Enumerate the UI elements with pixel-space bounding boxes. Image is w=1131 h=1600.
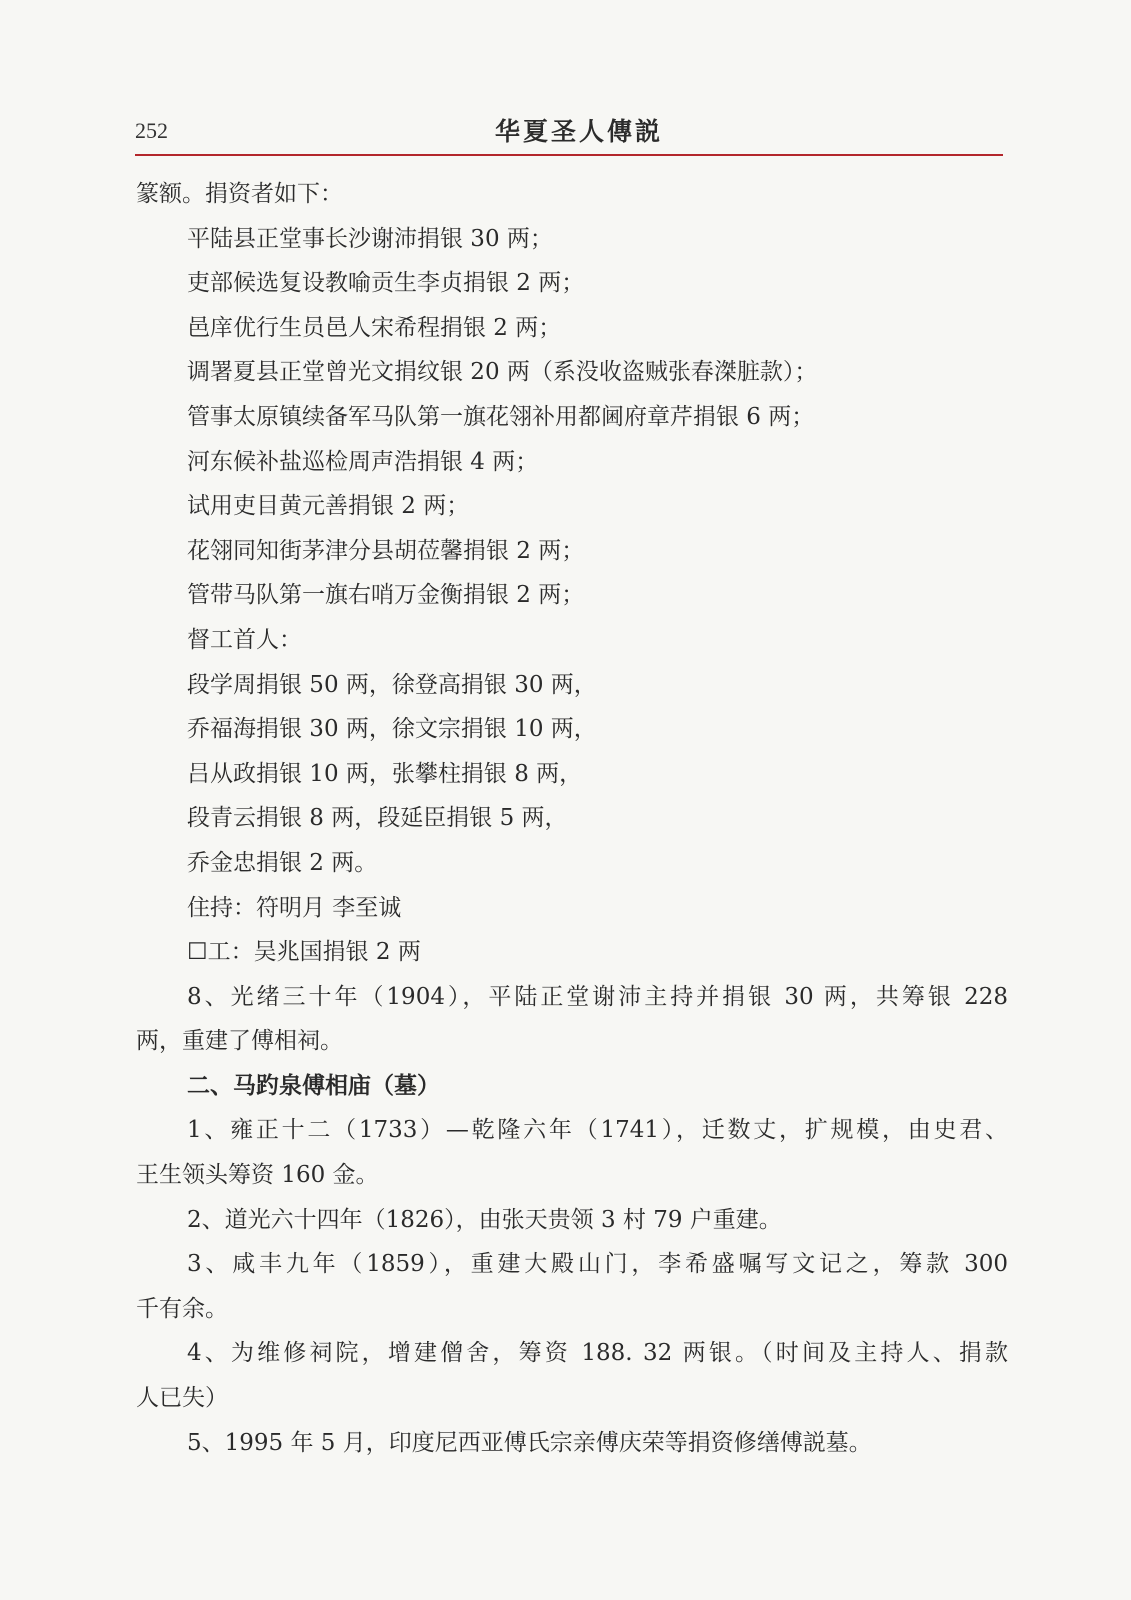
running-header bbox=[135, 112, 1003, 156]
text-line: 段青云捐银 8 两，段延臣捐银 5 两， bbox=[187, 805, 568, 832]
text-line: 吕从政捐银 10 两，张攀柱捐银 8 两， bbox=[187, 760, 583, 787]
section-heading: 二、马趵泉傅相庙（墓） bbox=[187, 1072, 440, 1099]
text-line: 督工首人： bbox=[187, 626, 302, 653]
page-body bbox=[136, 172, 1008, 1465]
text-line: 王生领头筹资 160 金。 bbox=[136, 1162, 379, 1189]
text-line: 2、道光六十四年（1826），由张天贵领 3 村 79 户重建。 bbox=[187, 1206, 782, 1233]
header-rule bbox=[135, 154, 1003, 156]
text-line: 乔金忠捐银 2 两。 bbox=[187, 849, 378, 876]
text-line: 吏部候选复设教喻贡生李贞捐银 2 两； bbox=[187, 270, 585, 297]
text-line: 调署夏县正堂曾光文捐纹银 20 两（系没收盗贼张春滐脏款）； bbox=[187, 359, 818, 386]
text-line: 千有余。 bbox=[136, 1295, 228, 1322]
text-line: 乔福海捐银 30 两，徐文宗捐银 10 两， bbox=[187, 716, 597, 743]
text-line: 两，重建了傅相祠。 bbox=[136, 1028, 343, 1055]
text-line: 4、为维修祠院，增建僧舍，筹资 188. 32 两银。（时间及主持人、捐款 bbox=[187, 1340, 1008, 1367]
text-line: 人已失） bbox=[136, 1385, 228, 1412]
text-line: 河东候补盐巡检周声浩捐银 4 两； bbox=[187, 448, 539, 475]
text-line: 3、咸丰九年（1859），重建大殿山门，李希盛嘱写文记之，筹款 300 bbox=[187, 1251, 1008, 1278]
text-line: 住持：符明月 李至诚 bbox=[187, 894, 402, 921]
page-number: 252 bbox=[135, 118, 168, 143]
text-line: 试用吏目黄元善捐银 2 两； bbox=[187, 493, 470, 520]
text-line: 段学周捐银 50 两，徐登高捐银 30 两， bbox=[187, 671, 597, 698]
text-line: 邑庠优行生员邑人宋希程捐银 2 两； bbox=[187, 314, 562, 341]
text-line: ☐工：吴兆国捐银 2 两 bbox=[187, 939, 421, 966]
text-line: 管事太原镇续备军马队第一旗花翎补用都阃府章芹捐银 6 两； bbox=[187, 403, 815, 430]
text-line: 篆额。捐资者如下： bbox=[136, 181, 343, 207]
text-line: 花翎同知街茅津分县胡莅馨捐银 2 两； bbox=[187, 537, 585, 564]
text-line: 管带马队第一旗右哨万金衡捐银 2 两； bbox=[187, 582, 585, 609]
text-line: 1、雍正十二（1733）—乾隆六年（1741），迁数丈，扩规模，由史君、 bbox=[187, 1117, 1008, 1144]
book-title: 华夏圣人傳説 bbox=[495, 117, 664, 146]
text-line: 5、1995 年 5 月，印度尼西亚傅氏宗亲傅庆荣等捐资修缮傅説墓。 bbox=[187, 1429, 872, 1456]
text-line: 平陆县正堂事长沙谢沛捐银 30 两； bbox=[187, 225, 553, 252]
text-line: 8、光绪三十年（1904），平陆正堂谢沛主持并捐银 30 两，共筹银 228 bbox=[187, 983, 1008, 1010]
